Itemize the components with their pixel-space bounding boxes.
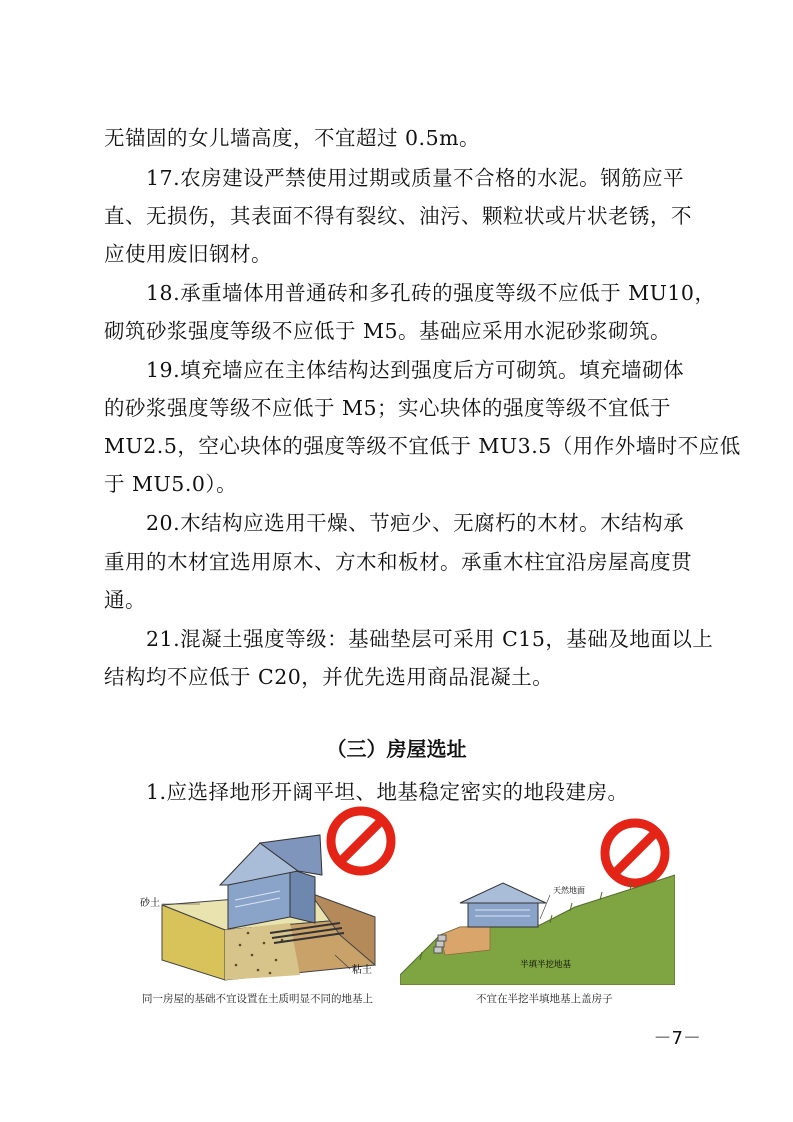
text-line: 18.承重墙体用普通砖和多孔砖的强度等级不应低于 MU10， — [146, 281, 716, 305]
text-line: 21.混凝土强度等级：基础垫层可采用 C15，基础及地面以上 — [146, 627, 714, 651]
house-icon — [460, 883, 546, 927]
text-line: 直、无损伤，其表面不得有裂纹、油污、颗粒状或片状老锈，不 — [104, 204, 692, 228]
text-line: 结构均不应低于 C20，并优先选用商品混凝土。 — [104, 665, 554, 689]
text-line: 19.填充墙应在主体结构达到强度后方可砌筑。填充墙砌体 — [146, 358, 685, 382]
label-cut-fill: 半填半挖地基 — [520, 960, 572, 970]
house-icon — [220, 835, 322, 929]
text-line: 重用的木材宜选用原木、方木和板材。承重木柱宜沿房屋高度贯 — [104, 550, 692, 574]
text-line: 应使用废旧钢材。 — [104, 242, 272, 266]
item-1-text: 1.应选择地形开阔平坦、地基稳定密实的地段建房。 — [146, 780, 629, 804]
figure-mixed-soil — [140, 805, 398, 987]
text-line: MU2.5，空心块体的强度等级不宜低于 MU3.5（用作外墙时不应低 — [104, 434, 741, 458]
text-line: 20.木结构应选用干燥、节疤少、无腐朽的木材。木结构承 — [146, 511, 685, 535]
label-natural-ground: 天然地面 — [553, 886, 585, 895]
text-line: 的砂浆强度等级不应低于 M5；实心块体的强度等级不宜低于 — [104, 396, 672, 420]
figure-cut-fill — [400, 815, 675, 985]
label-sand: 砂土 — [140, 898, 160, 909]
text-line: 于 MU5.0）。 — [104, 472, 238, 496]
text-line: 通。 — [104, 588, 146, 612]
text-line: 17.农房建设严禁使用过期或质量不合格的水泥。钢筋应平 — [146, 166, 685, 190]
figure-left-caption: 同一房屋的基础不宜设置在土质明显不同的地基上 — [142, 993, 373, 1005]
page-number: －7－ — [653, 1028, 701, 1049]
text-line: 砌筑砂浆强度等级不应低于 M5。基础应采用水泥砂浆砌筑。 — [104, 319, 672, 343]
section-heading: （三）房屋选址 — [326, 737, 467, 761]
prohibition-icon — [331, 811, 391, 871]
text-line: 无锚固的女儿墙高度，不宜超过 0.5m。 — [104, 126, 481, 150]
figure-right-caption: 不宜在半挖半填地基上盖房子 — [476, 993, 613, 1005]
label-clay: 粘土 — [352, 965, 372, 976]
prohibition-icon — [605, 823, 665, 883]
